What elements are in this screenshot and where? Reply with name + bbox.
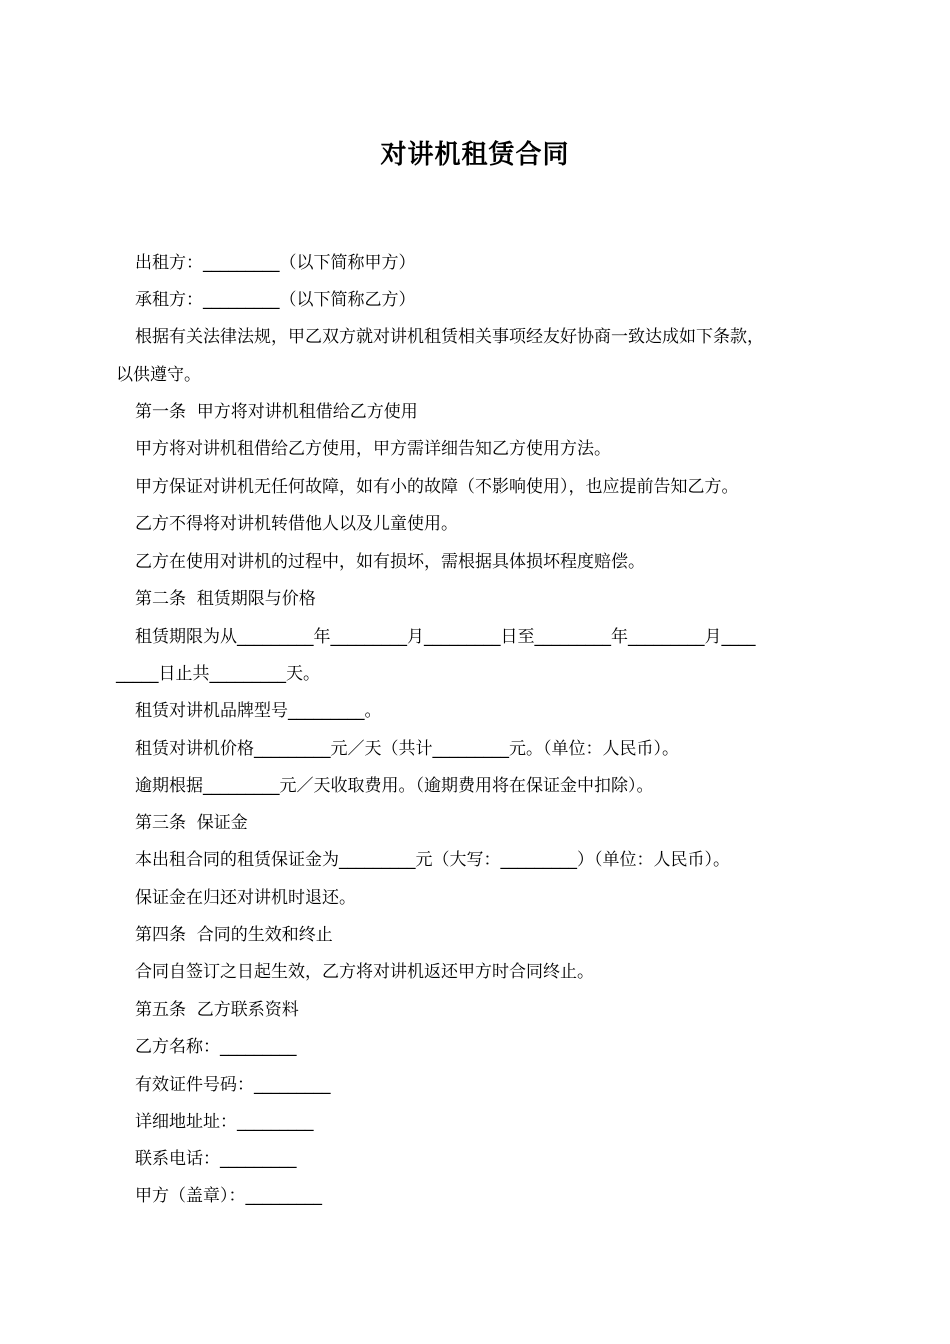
lessee-name-line: 乙方名称：_________ xyxy=(135,1037,297,1057)
overdue-fee-line: 逾期根据_________元／天收取费用。（逾期费用将在保证金中扣除）。 xyxy=(135,776,654,796)
effect-termination-line: 合同自签订之日起生效，乙方将对讲机返还甲方时合同终止。 xyxy=(135,962,594,982)
address-line: 详细地址址：_________ xyxy=(135,1112,314,1132)
document-title: 对讲机租赁合同 xyxy=(380,140,570,170)
brand-model-line: 租赁对讲机品牌型号_________。 xyxy=(135,701,382,721)
article-1-clause-3: 乙方不得将对讲机转借他人以及儿童使用。 xyxy=(135,514,458,534)
article-3-heading: 第三条 保证金 xyxy=(135,813,248,833)
article-2-heading: 第二条 租赁期限与价格 xyxy=(135,589,316,609)
lessor-seal-line: 甲方（盖章）：_________ xyxy=(135,1186,322,1206)
deposit-amount-line: 本出租合同的租赁保证金为_________元（大写：_________）（单位：人民币）。 xyxy=(135,850,730,870)
lease-term-line-1: 租赁期限为从_________年_________月_________日至_________年_________月____ xyxy=(135,627,756,647)
preamble-line-1: 根据有关法律法规，甲乙双方就对讲机租赁相关事项经友好协商一致达成如下条款， xyxy=(135,327,764,347)
article-1-clause-1: 甲方将对讲机租借给乙方使用，甲方需详细告知乙方使用方法。 xyxy=(135,439,611,459)
article-4-heading: 第四条 合同的生效和终止 xyxy=(135,925,333,945)
lessee-line: 承租方：_________（以下简称乙方） xyxy=(135,290,416,310)
article-1-clause-4: 乙方在使用对讲机的过程中，如有损坏，需根据具体损坏程度赔偿。 xyxy=(135,552,645,572)
phone-line: 联系电话：_________ xyxy=(135,1149,297,1169)
lessor-line: 出租方：_________（以下简称甲方） xyxy=(135,253,416,273)
preamble-line-2: 以供遵守。 xyxy=(116,365,201,385)
article-5-heading: 第五条 乙方联系资料 xyxy=(135,1000,299,1020)
id-number-line: 有效证件号码：_________ xyxy=(135,1075,331,1095)
lease-term-line-2: _____日止共_________天。 xyxy=(116,664,320,684)
article-1-heading: 第一条 甲方将对讲机租借给乙方使用 xyxy=(135,402,418,422)
price-line: 租赁对讲机价格_________元／天（共计_________元。（单位：人民币）。 xyxy=(135,739,679,759)
article-1-clause-2: 甲方保证对讲机无任何故障，如有小的故障（不影响使用），也应提前告知乙方。 xyxy=(135,477,739,497)
deposit-refund-line: 保证金在归还对讲机时退还。 xyxy=(135,888,356,908)
